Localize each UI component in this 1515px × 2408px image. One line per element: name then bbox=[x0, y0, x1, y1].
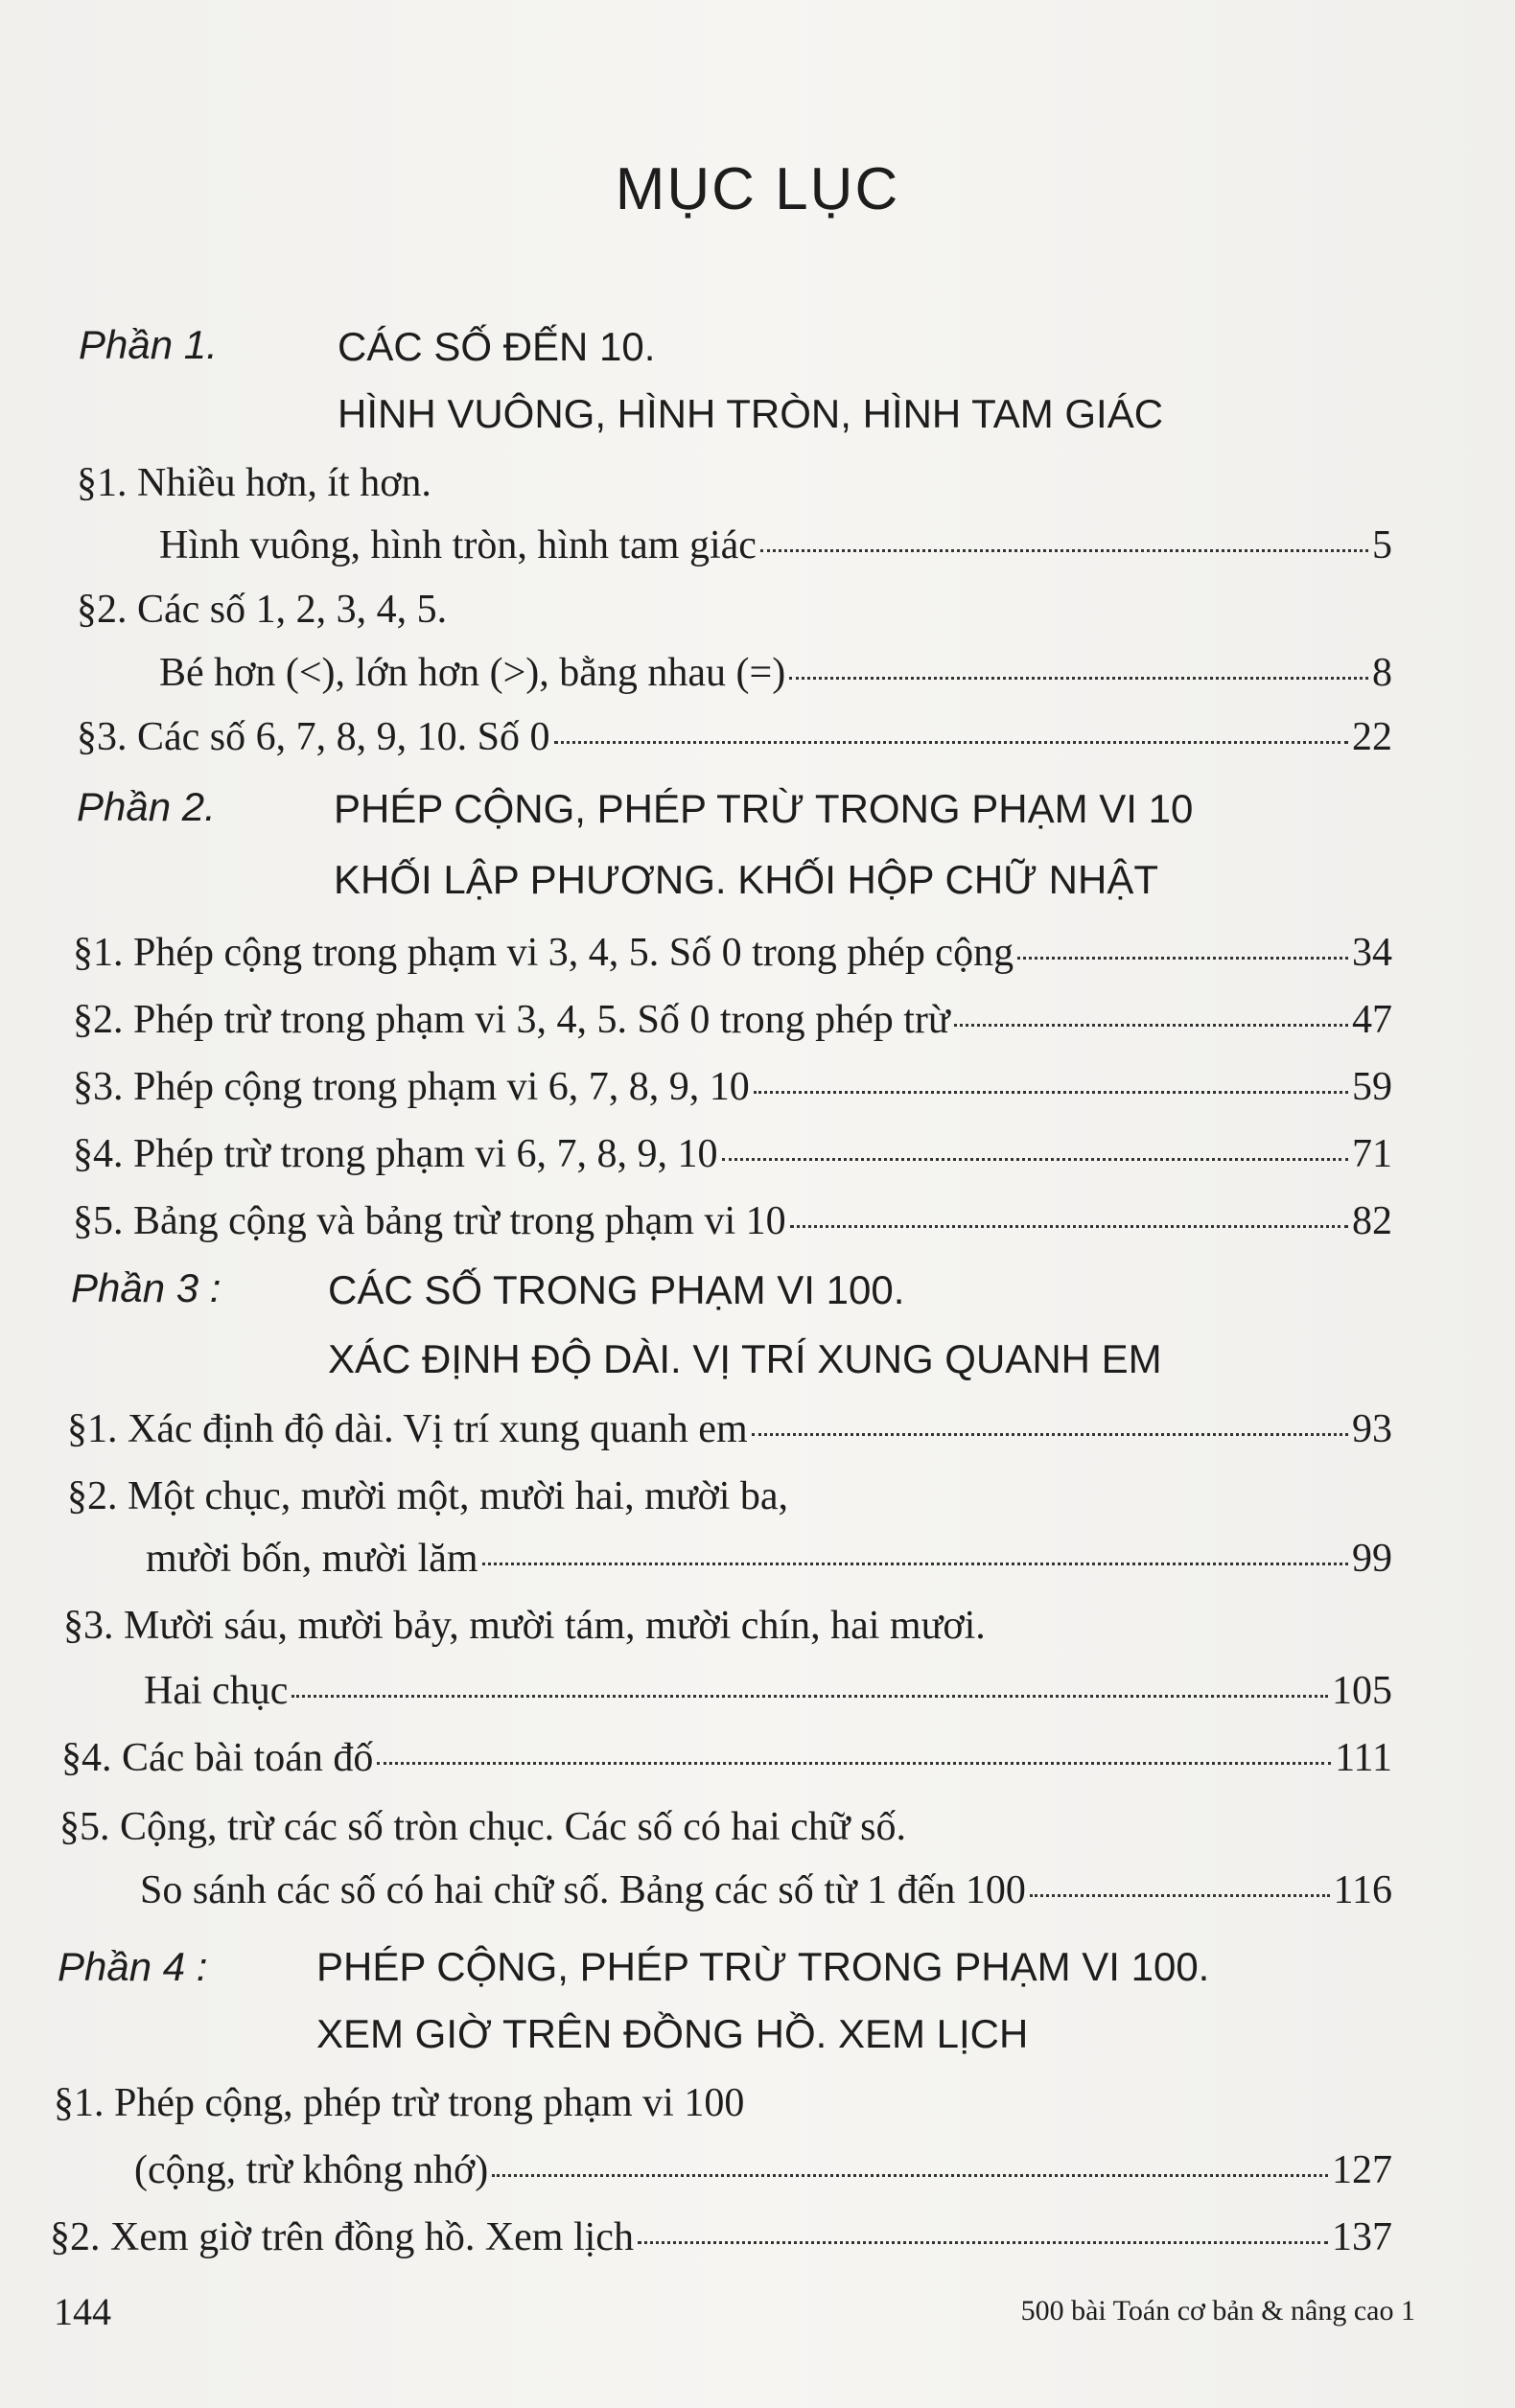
part-2-section-3-text: §3. Phép cộng trong phạm vi 6, 7, 8, 9, 10 bbox=[73, 1065, 750, 1109]
part-4-section-1-text: (cộng, trừ không nhớ) bbox=[134, 2148, 489, 2192]
part-3-section-2-title: §2. Một chục, mười một, mười hai, mười ba, bbox=[67, 1474, 789, 1518]
part-4-heading-line-1: PHÉP CỘNG, PHÉP TRỪ TRONG PHẠM VI 100. bbox=[316, 1944, 1210, 1989]
part-1-section-1-entry bbox=[159, 522, 1392, 568]
part-2-section-3-entry bbox=[73, 1064, 1392, 1110]
part-2-section-5-text: §5. Bảng cộng và bảng trừ trong phạm vi 10 bbox=[73, 1199, 786, 1243]
dot-leader bbox=[638, 2241, 1328, 2244]
dot-leader bbox=[954, 1024, 1348, 1027]
part-1-section-3-text: §3. Các số 6, 7, 8, 9, 10. Số 0 bbox=[77, 715, 550, 759]
part-2-section-5-entry bbox=[73, 1198, 1392, 1244]
part-4-label: Phần 4 : bbox=[58, 1944, 208, 1989]
part-2-section-4-text: §4. Phép trừ trong phạm vi 6, 7, 8, 9, 10 bbox=[73, 1132, 718, 1176]
part-1-section-2-entry bbox=[159, 650, 1392, 696]
part-2-section-2-entry bbox=[73, 997, 1392, 1043]
part-4-section-2-entry bbox=[50, 2214, 1392, 2260]
part-1-section-2-page: 8 bbox=[1372, 651, 1392, 695]
part-4-section-2-text: §2. Xem giờ trên đồng hồ. Xem lịch bbox=[50, 2215, 634, 2259]
dot-leader bbox=[492, 2174, 1328, 2177]
part-2-section-3-page: 59 bbox=[1352, 1065, 1392, 1109]
part-1-heading-line-2: HÌNH VUÔNG, HÌNH TRÒN, HÌNH TAM GIÁC bbox=[338, 391, 1164, 436]
dot-leader bbox=[291, 1695, 1328, 1698]
part-3-section-2-page: 99 bbox=[1352, 1537, 1392, 1581]
dot-leader bbox=[1017, 957, 1348, 960]
part-1-section-2-text: Bé hơn (<), lớn hơn (>), bằng nhau (=) bbox=[159, 651, 786, 695]
footer-page-number: 144 bbox=[54, 2290, 111, 2333]
part-2-label: Phần 2. bbox=[77, 784, 216, 829]
dot-leader bbox=[760, 549, 1368, 552]
part-3-section-5-page: 116 bbox=[1333, 1868, 1392, 1912]
part-4-section-1-entry bbox=[134, 2147, 1392, 2193]
part-2-section-2-text: §2. Phép trừ trong phạm vi 3, 4, 5. Số 0 trong phép trừ bbox=[73, 998, 950, 1042]
footer-book-title: 500 bài Toán cơ bản & nâng cao 1 bbox=[1020, 2295, 1415, 2327]
part-4-heading-line-2: XEM GIỜ TRÊN ĐỒNG HỒ. XEM LỊCH bbox=[316, 2011, 1029, 2056]
part-4-section-1-page: 127 bbox=[1332, 2148, 1392, 2192]
part-3-section-1-entry bbox=[67, 1406, 1392, 1452]
part-1-section-2-title: §2. Các số 1, 2, 3, 4, 5. bbox=[77, 588, 448, 632]
part-3-section-4-text: §4. Các bài toán đố bbox=[61, 1736, 374, 1780]
part-3-section-3-title: §3. Mười sáu, mười bảy, mười tám, mười chín, hai mươi. bbox=[63, 1604, 986, 1648]
part-1-section-3-page: 22 bbox=[1352, 715, 1392, 759]
part-1-section-1-title: §1. Nhiều hơn, ít hơn. bbox=[77, 461, 431, 505]
dot-leader bbox=[482, 1563, 1348, 1565]
part-3-section-1-text: §1. Xác định độ dài. Vị trí xung quanh em bbox=[67, 1407, 748, 1451]
part-1-section-1-page: 5 bbox=[1372, 523, 1392, 567]
part-2-heading-line-1: PHÉP CỘNG, PHÉP TRỪ TRONG PHẠM VI 10 bbox=[334, 786, 1194, 831]
part-2-section-1-entry bbox=[73, 930, 1392, 976]
dot-leader bbox=[790, 1225, 1348, 1228]
part-2-section-2-page: 47 bbox=[1352, 998, 1392, 1042]
dot-leader bbox=[1030, 1894, 1330, 1897]
part-1-heading-line-1: CÁC SỐ ĐẾN 10. bbox=[338, 324, 656, 369]
part-3-section-4-entry bbox=[61, 1735, 1392, 1781]
part-1-label: Phần 1. bbox=[79, 322, 218, 367]
part-3-section-2-entry bbox=[146, 1536, 1392, 1582]
dot-leader bbox=[377, 1762, 1331, 1765]
part-3-section-5-entry bbox=[140, 1867, 1392, 1913]
part-2-section-4-entry bbox=[73, 1131, 1392, 1177]
part-4-section-2-page: 137 bbox=[1332, 2215, 1392, 2259]
part-3-section-5-text: So sánh các số có hai chữ số. Bảng các số từ 1 đến 100 bbox=[140, 1868, 1026, 1912]
part-2-section-4-page: 71 bbox=[1352, 1132, 1392, 1176]
part-4-section-1-title: §1. Phép cộng, phép trừ trong phạm vi 100 bbox=[54, 2081, 745, 2125]
part-2-section-1-text: §1. Phép cộng trong phạm vi 3, 4, 5. Số 0 trong phép cộng bbox=[73, 931, 1014, 975]
dot-leader bbox=[722, 1158, 1348, 1161]
dot-leader bbox=[754, 1091, 1348, 1094]
part-3-section-2-text: mười bốn, mười lăm bbox=[146, 1537, 478, 1581]
part-3-section-3-text: Hai chục bbox=[144, 1669, 289, 1713]
dot-leader bbox=[789, 677, 1368, 680]
part-1-section-1-text: Hình vuông, hình tròn, hình tam giác bbox=[159, 523, 757, 567]
part-3-label: Phần 3 : bbox=[71, 1265, 221, 1310]
part-3-section-4-page: 111 bbox=[1335, 1736, 1392, 1780]
part-3-section-3-entry bbox=[144, 1668, 1392, 1714]
part-2-heading-line-2: KHỐI LẬP PHƯƠNG. KHỐI HỘP CHỮ NHẬT bbox=[334, 857, 1159, 902]
part-3-section-3-page: 105 bbox=[1332, 1669, 1392, 1713]
part-1-section-3-entry bbox=[77, 714, 1392, 760]
part-2-section-5-page: 82 bbox=[1352, 1199, 1392, 1243]
part-3-section-5-title: §5. Cộng, trừ các số tròn chục. Các số có hai chữ số. bbox=[59, 1805, 906, 1849]
dot-leader bbox=[554, 741, 1349, 744]
part-2-section-1-page: 34 bbox=[1352, 931, 1392, 975]
page-title: MỤC LỤC bbox=[615, 156, 900, 222]
part-3-section-1-page: 93 bbox=[1352, 1407, 1392, 1451]
part-3-heading-line-2: XÁC ĐỊNH ĐỘ DÀI. VỊ TRÍ XUNG QUANH EM bbox=[328, 1336, 1162, 1381]
part-3-heading-line-1: CÁC SỐ TRONG PHẠM VI 100. bbox=[328, 1267, 905, 1312]
dot-leader bbox=[752, 1433, 1348, 1436]
